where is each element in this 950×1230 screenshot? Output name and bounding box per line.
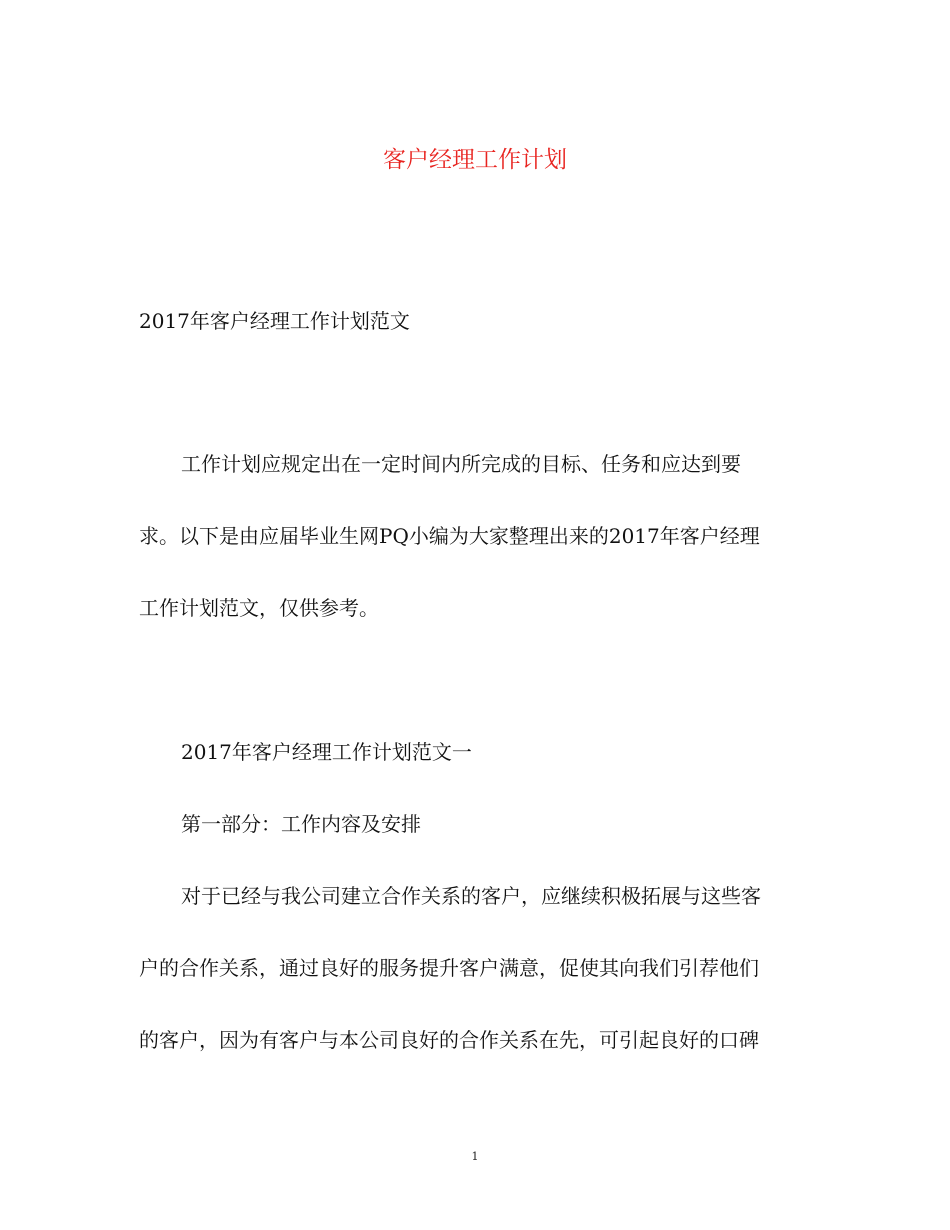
- intro-line-1: 工作计划应规定出在一定时间内所完成的目标、任务和应达到要: [181, 452, 741, 476]
- page-number: 1: [471, 1150, 479, 1163]
- document-title: 客户经理工作计划: [383, 147, 567, 173]
- body-line-3: 的客户，因为有客户与本公司良好的合作关系在先，可引起良好的口碑: [139, 1028, 759, 1052]
- section-heading: 2017年客户经理工作计划范文一: [181, 740, 472, 764]
- part-heading: 第一部分：工作内容及安排: [181, 812, 421, 836]
- intro-line-2: 求。以下是由应届毕业生网PQ小编为大家整理出来的2017年客户经理: [139, 524, 760, 548]
- intro-line-3: 工作计划范文，仅供参考。: [139, 596, 379, 620]
- body-line-2: 户的合作关系，通过良好的服务提升客户满意，促使其向我们引荐他们: [139, 956, 759, 980]
- body-line-1: 对于已经与我公司建立合作关系的客户，应继续积极拓展与这些客: [181, 884, 761, 908]
- subtitle: 2017年客户经理工作计划范文: [139, 309, 410, 333]
